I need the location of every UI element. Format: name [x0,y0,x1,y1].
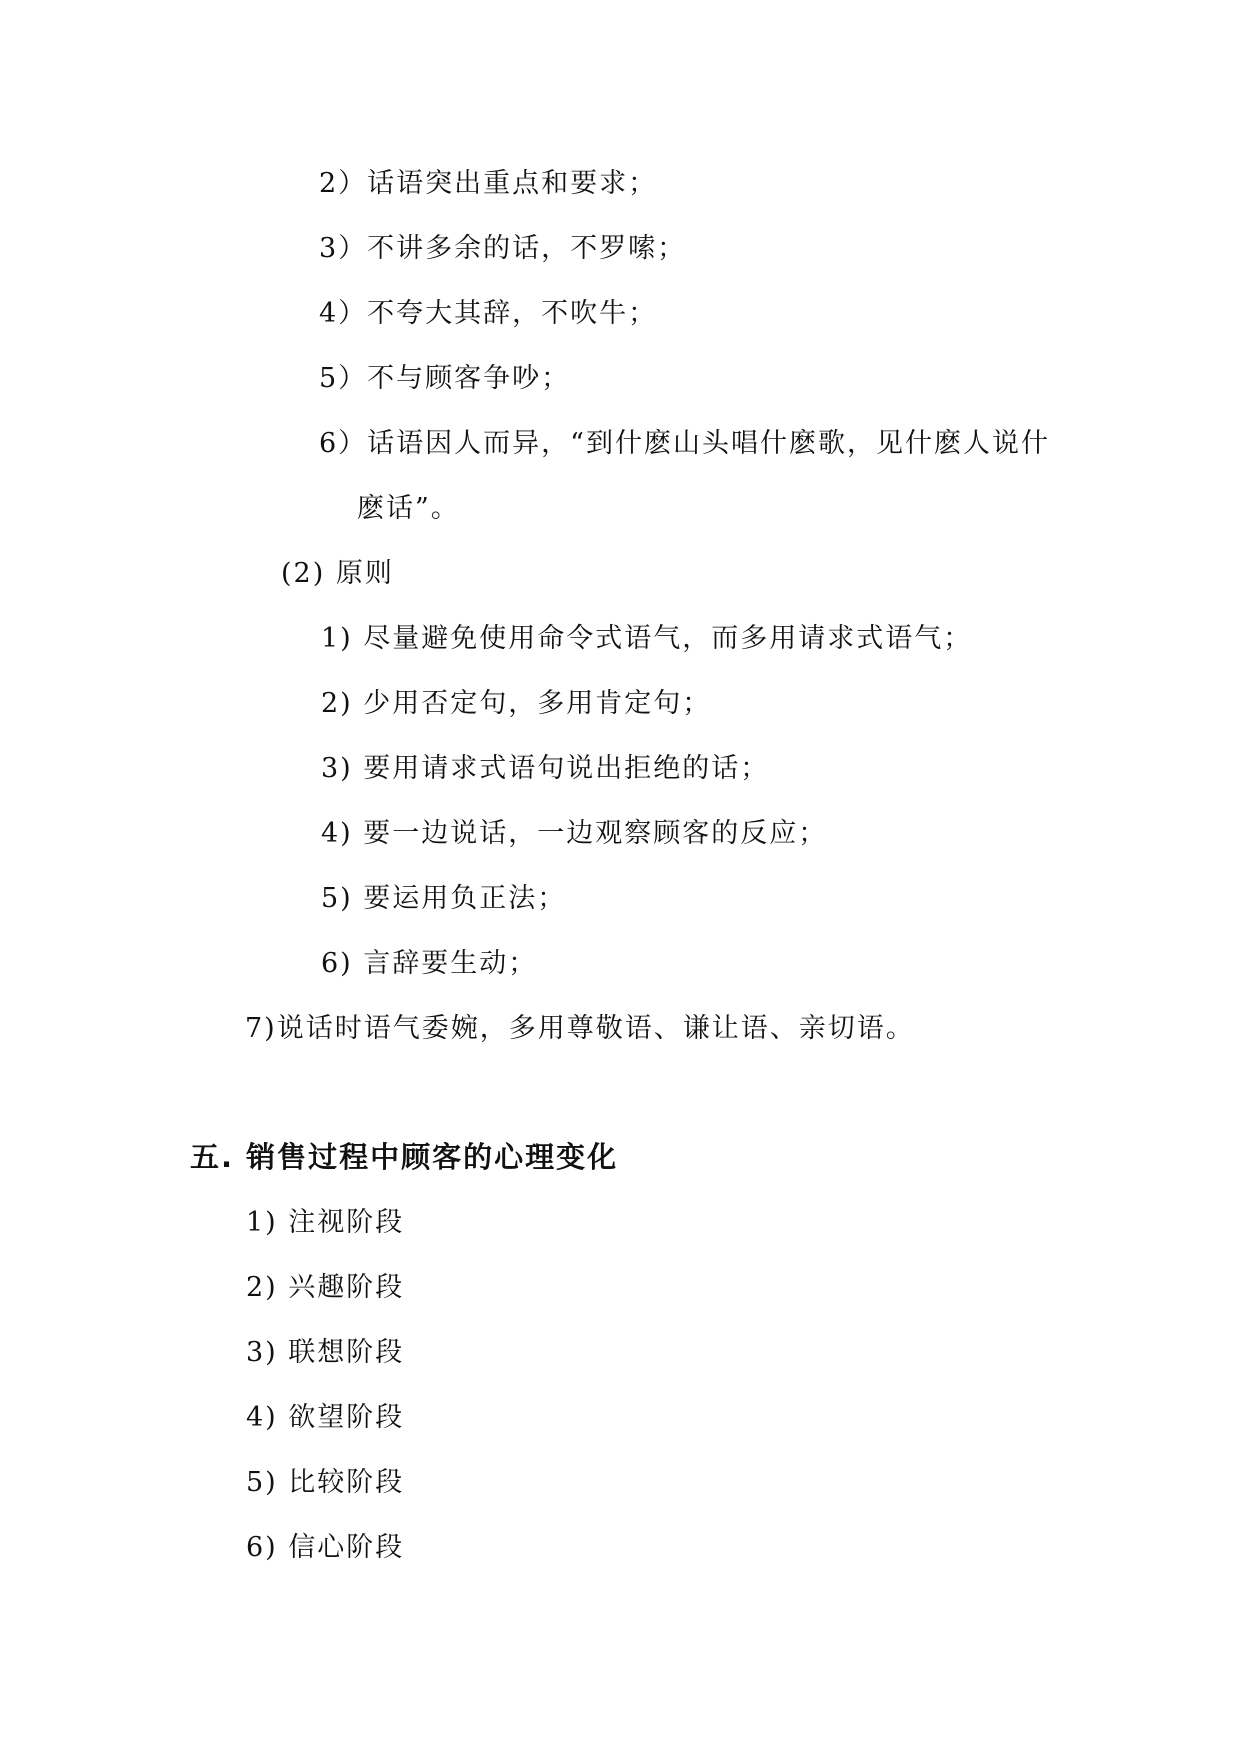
principles-heading: (2) 原则 [281,558,394,589]
section-five-title: 五. 销售过程中顾客的心理变化 [190,1140,619,1174]
requirement-item-5: 5）不与顾客争吵； [319,363,571,394]
principle-item-6: 6) 言辞要生动； [321,948,538,979]
principle-item-7: 7)说话时语气委婉，多用尊敬语、谦让语、亲切语。 [245,1013,915,1044]
stage-item-2: 2) 兴趣阶段 [246,1272,405,1303]
stage-item-5: 5) 比较阶段 [246,1467,405,1498]
requirement-item-6: 6）话语因人而异，“到什麽山头唱什麽歌，见什麽人说什 [319,428,1050,459]
requirement-item-3: 3）不讲多余的话，不罗嗦； [319,233,687,264]
stage-item-1: 1) 注视阶段 [246,1207,405,1238]
principle-item-3: 3) 要用请求式语句说出拒绝的话； [321,753,770,784]
principle-item-4: 4) 要一边说话，一边观察顾客的反应； [321,818,828,849]
principle-item-5: 5) 要运用负正法； [321,883,567,914]
requirement-item-2: 2）话语突出重点和要求； [319,168,658,199]
requirement-item-4: 4）不夸大其辞，不吹牛； [319,298,658,329]
principle-item-1: 1) 尽量避免使用命令式语气，而多用请求式语气； [321,623,973,654]
principle-item-2: 2) 少用否定句，多用肯定句； [321,688,712,719]
requirement-item-6-continued: 麽话”。 [357,493,460,524]
stage-item-4: 4) 欲望阶段 [246,1402,405,1433]
stage-item-3: 3) 联想阶段 [246,1337,405,1368]
stage-item-6: 6) 信心阶段 [246,1532,405,1563]
